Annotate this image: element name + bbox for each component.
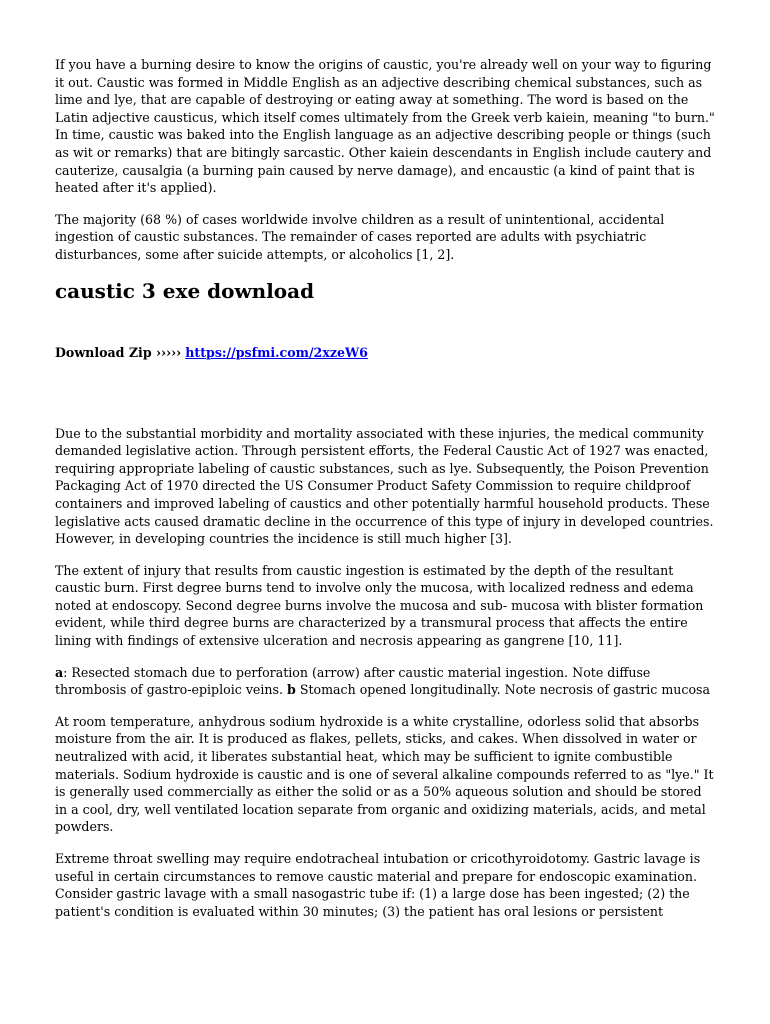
caption-a-label: a (55, 664, 64, 680)
download-label: Download Zip ››››› (55, 344, 182, 360)
caption-b-text: Stomach opened longitudinally. Note necrosis of gastric mucosa (295, 682, 711, 698)
paragraph-origins: If you have a burning desire to know the origins of caustic, you're already well on your way to figuring it out. Caustic was formed in Middle English as an adjective describing chemical substances, such as lime and lye, that are capable of destroying or eating away at something. The word is based on the Latin adjective causticus, which itself comes ultimately from the Greek verb kaiein, meaning "to burn." In time, caustic was baked into the English language as an adjective describing people or things (such as wit or remarks) that are bitingly sarcastic. Other kaiein descendants in English include cautery and cauterize, causalgia (a burning pain caused by nerve damage), and encaustic (a kind of paint that is heated after it's applied). (55, 57, 715, 196)
document-page (55, 56, 717, 934)
download-line (55, 344, 717, 361)
page-heading: caustic 3 exe download (55, 278, 315, 303)
paragraph-injury-extent: The extent of injury that results from caustic ingestion is estimated by the depth of the resultant caustic burn. First degree burns tend to involve only the mucosa, with localized redness and edema noted at endoscopy. Second degree burns involve the mucosa and sub- mucosa with blister formation evident, while third degree burns are characterized by a transmural process that affects the entire lining with findings of extensive ulceration and necrosis appearing as gangrene [10, 11]. (55, 562, 704, 649)
paragraph-legislation: Due to the substantial morbidity and mortality associated with these injuries, the medical community demanded legislative action. Through persistent efforts, the Federal Caustic Act of 1927 was enacted, requiring appropriate labeling of caustic substances, such as lye. Subsequently, the Poison Prevention Packaging Act of 1970 directed the US Consumer Product Safety Commission to require childproof containers and improved labeling of caustics and other potentially harmful household products. These legislative acts caused dramatic decline in the occurrence of this type of injury in developed countries. However, in developing countries the incidence is still much higher [3]. (55, 425, 714, 547)
paragraph-throat-swelling: Extreme throat swelling may require endotracheal intubation or cricothyroidotomy. Gastric lavage is useful in certain circumstances to remove caustic material and prepare for endoscopic examination. Consider gastric lavage with a small nasogastric tube if: (1) a large dose has been ingested; (2) the patient's condition is evaluated within 30 minutes; (3) the patient has oral lesions or persistent (55, 851, 701, 919)
paragraph-majority: The majority (68 %) of cases worldwide involve children as a result of unintentional, accidental ingestion of caustic substances. The remainder of cases reported are adults with psychiatric disturbances, some after suicide attempts, or alcoholics [1, 2]. (55, 211, 665, 262)
paragraph-sodium-hydroxide: At room temperature, anhydrous sodium hydroxide is a white crystalline, odorless solid that absorbs moisture from the air. It is produced as flakes, pellets, sticks, and cakes. When dissolved in water or neutralized with acid, it liberates substantial heat, which may be sufficient to ignite combustible materials. Sodium hydroxide is caustic and is one of several alkaline compounds referred to as "lye." It is generally used commercially as either the solid or as a 50% aqueous solution and should be stored in a cool, dry, well ventilated location separate from organic and oxidizing materials, acids, and metal powders. (55, 713, 714, 835)
caption-b-label: b (287, 682, 296, 698)
download-link[interactable]: https://psfmi.com/2xzeW6 (185, 344, 368, 360)
figure-caption (55, 664, 717, 699)
caption-a-text: : Resected stomach due to perforation (arrow) after caustic material ingestion. Note diffuse thrombosis of gastro-epiploic veins. (55, 664, 651, 698)
